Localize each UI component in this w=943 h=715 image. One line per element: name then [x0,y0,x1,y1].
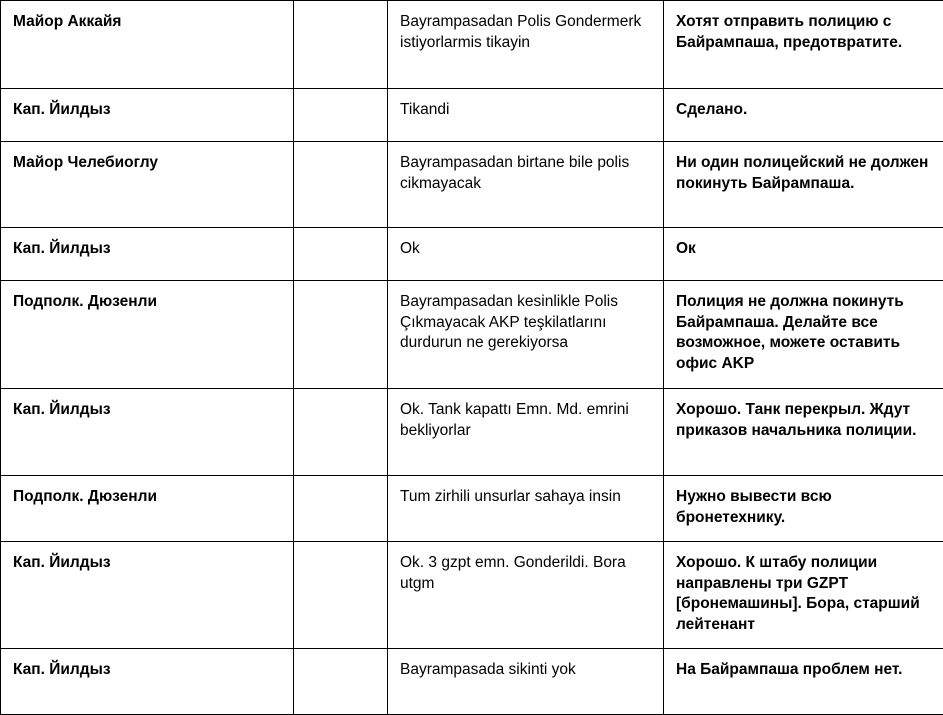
speaker-cell: Майор Челебиоглу [1,142,294,228]
translation-cell: Ок [664,228,943,281]
table-row [1,228,943,281]
speaker-cell: Подполк. Дюзенли [1,281,294,389]
table-row [1,389,943,476]
translation-cell: Хотят отправить полицию с Байрампаша, предотвратите. [664,1,943,89]
speaker-cell: Кап. Йилдыз [1,89,294,142]
speaker-cell: Подполк. Дюзенли [1,476,294,542]
original-text-cell: Ok [388,228,664,281]
note-cell [294,281,388,389]
table-row [1,281,943,389]
translation-cell: Ни один полицейский не должен покинуть Байрампаша. [664,142,943,228]
original-text-cell: Tikandi [388,89,664,142]
note-cell [294,142,388,228]
note-cell [294,89,388,142]
table-row [1,142,943,228]
note-cell [294,1,388,89]
note-cell [294,649,388,715]
speaker-cell: Кап. Йилдыз [1,389,294,476]
translation-cell: Хорошо. Танк перекрыл. Ждут приказов начальника полиции. [664,389,943,476]
note-cell [294,476,388,542]
original-text-cell: Bayrampasadan birtane bile polis cikmayacak [388,142,664,228]
speaker-cell: Кап. Йилдыз [1,649,294,715]
original-text-cell: Bayrampasada sikinti yok [388,649,664,715]
table-row [1,542,943,649]
note-cell [294,542,388,649]
original-text-cell: Tum zirhili unsurlar sahaya insin [388,476,664,542]
table-row [1,89,943,142]
note-cell [294,228,388,281]
table-row [1,476,943,542]
speaker-cell: Кап. Йилдыз [1,542,294,649]
translation-cell: На Байрампаша проблем нет. [664,649,943,715]
note-cell [294,389,388,476]
table-row [1,1,943,89]
original-text-cell: Bayrampasadan Polis Gondermerk istiyorlarmis tikayin [388,1,664,89]
original-text-cell: Bayrampasadan kesinlikle Polis Çıkmayacak AKP teşkilatlarını durdurun ne gerekiyorsa [388,281,664,389]
translation-cell: Полиция не должна покинуть Байрампаша. Делайте все возможное, можете оставить офис AKP [664,281,943,389]
original-text-cell: Ok. Tank kapattı Emn. Md. emrini bekliyorlar [388,389,664,476]
speaker-cell: Майор Аккайя [1,1,294,89]
translation-cell: Сделано. [664,89,943,142]
translation-cell: Нужно вывести всю бронетехнику. [664,476,943,542]
original-text-cell: Ok. 3 gzpt emn. Gonderildi. Bora utgm [388,542,664,649]
speaker-cell: Кап. Йилдыз [1,228,294,281]
table-row [1,649,943,715]
translation-cell: Хорошо. К штабу полиции направлены три GZPT [бронемашины]. Бора, старший лейтенант [664,542,943,649]
